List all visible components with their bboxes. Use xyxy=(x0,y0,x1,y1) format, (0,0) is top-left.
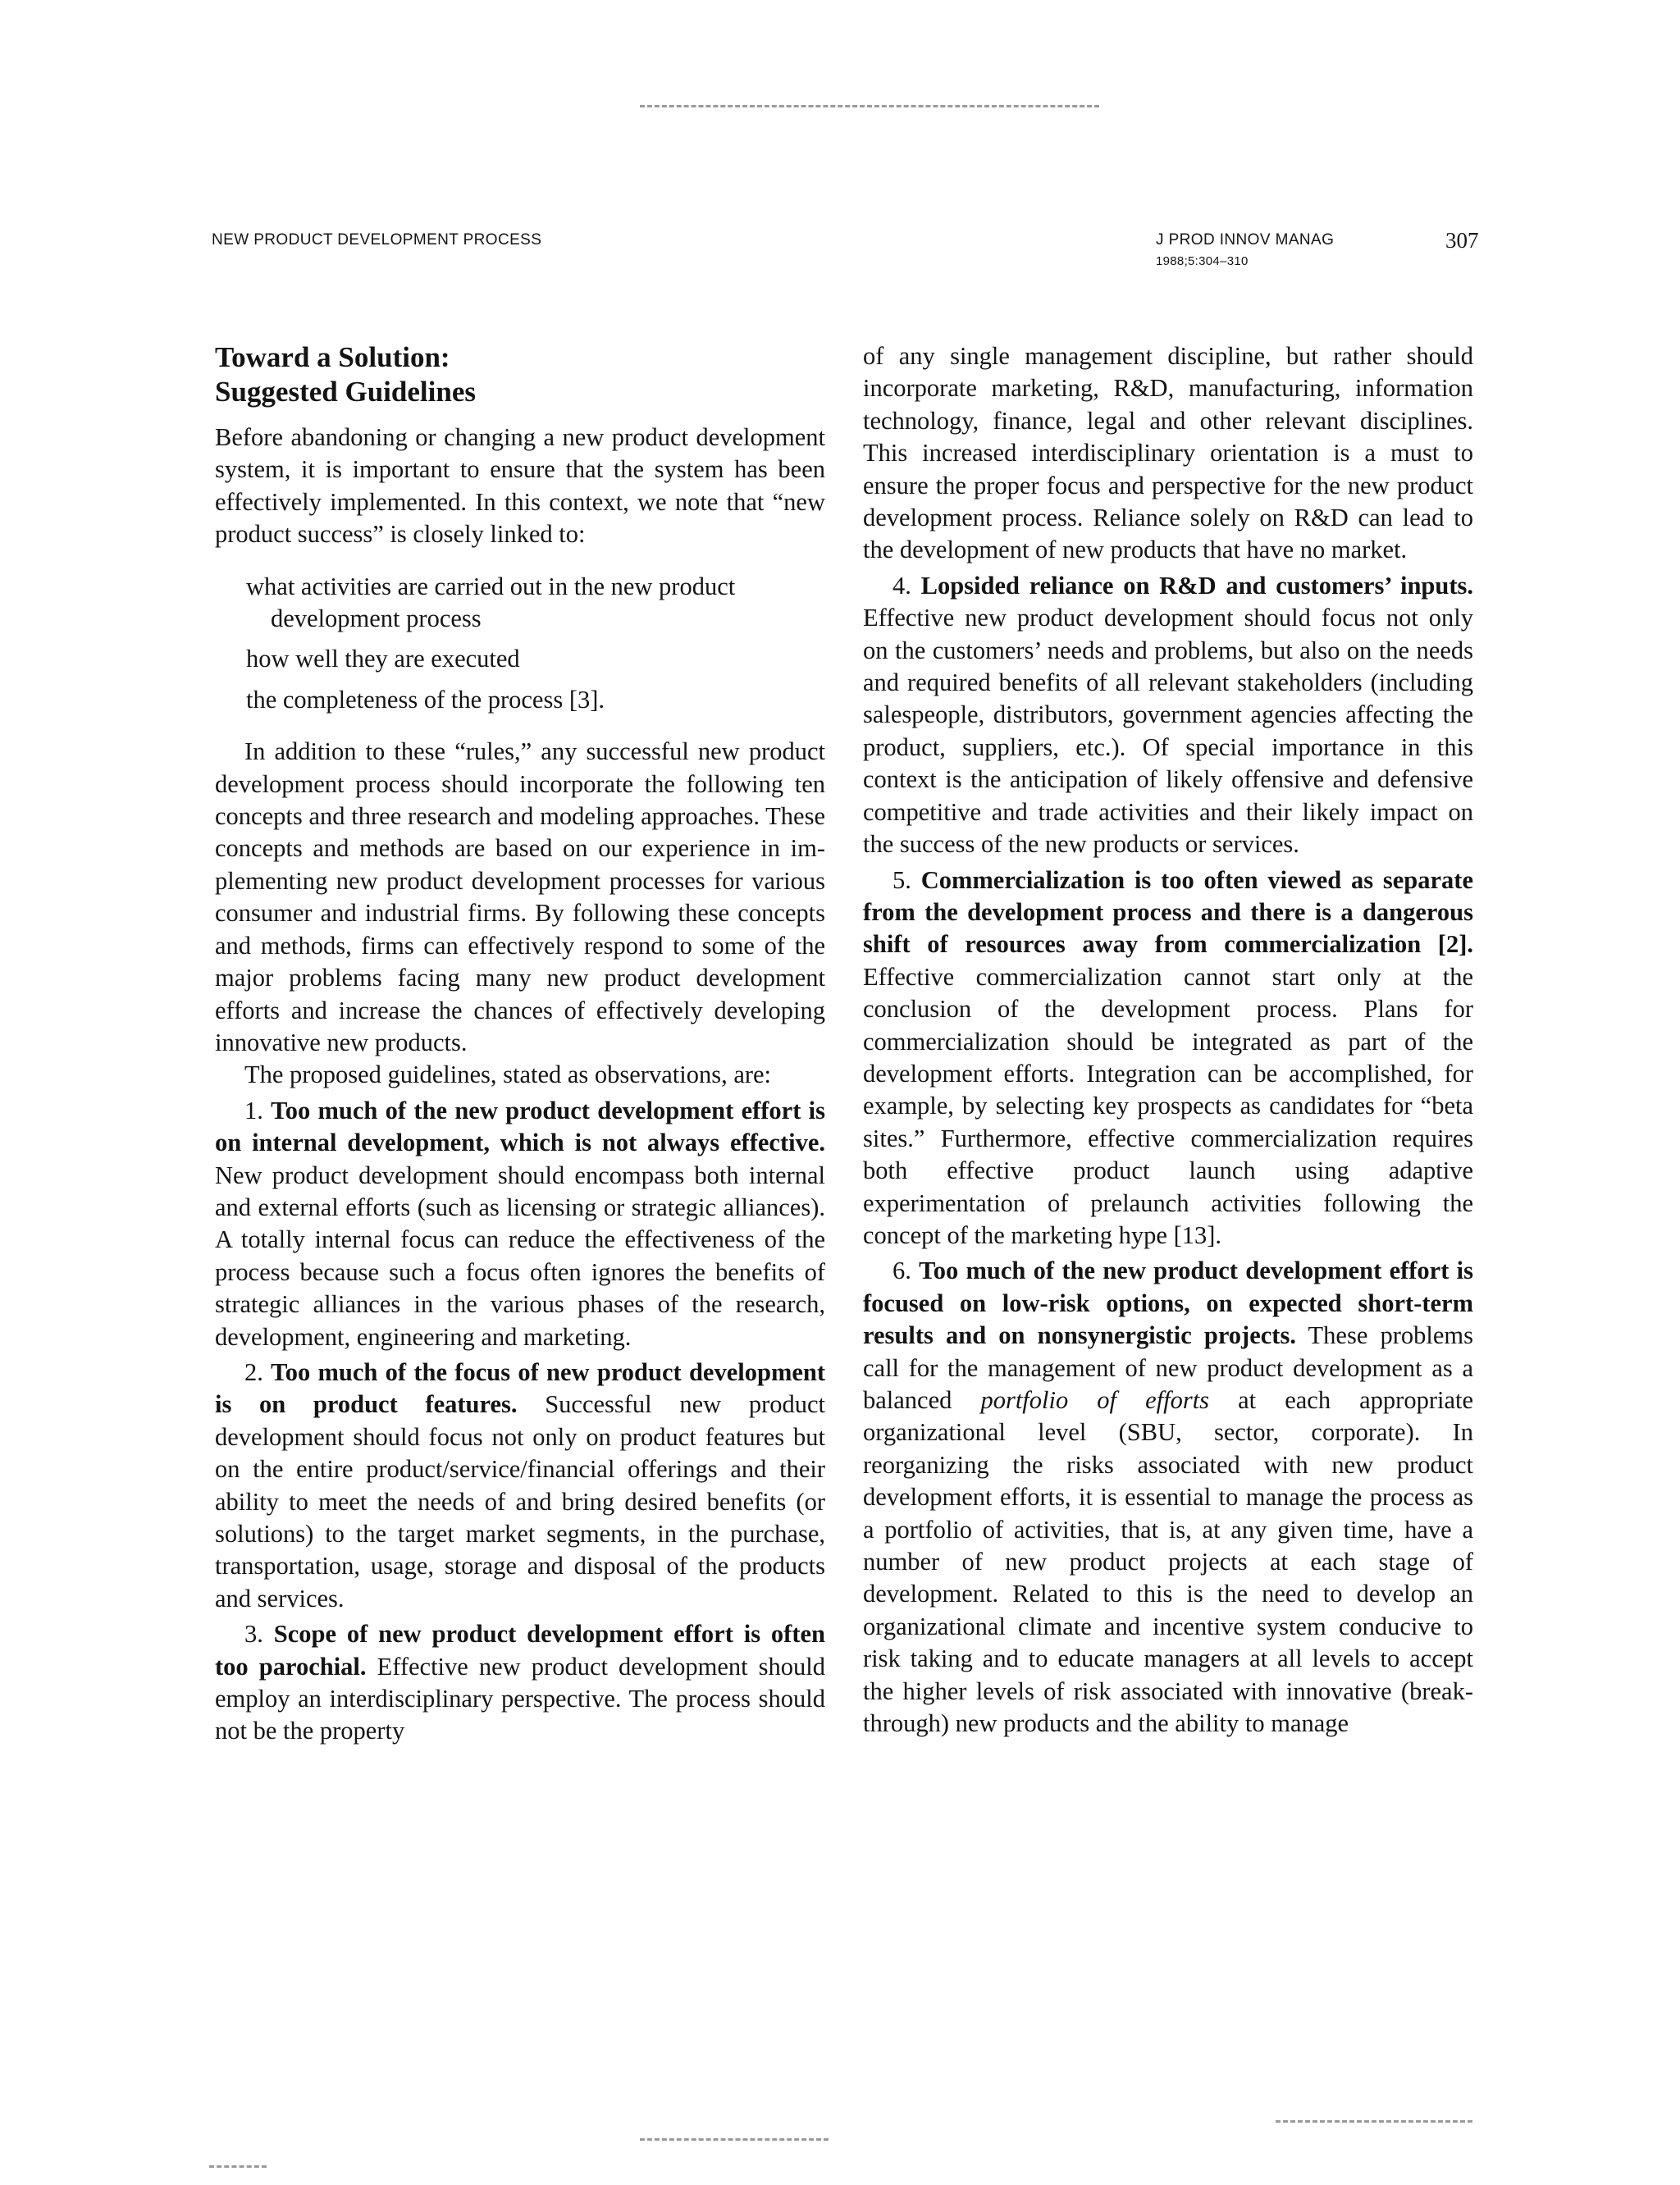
observation-heading: Scope of new product development effort is often too parochial. xyxy=(215,1620,825,1681)
rule-item: what activities are carried out in the new product development process xyxy=(246,572,736,633)
rule-item: the completeness of the process [3]. xyxy=(246,685,605,714)
section-heading-line-2: Suggested Guidelines xyxy=(215,376,476,408)
continued-paragraph: of any single management discipline, but rather should incorporate marketing, R&D, manufacturing, information technology, finance, legal and other relevant disciplines. This increased interdisciplinary orientation is a must to ensure the proper focus and perspective for the new product development process. Reliance solely on R&D can lead to the development of new products that have no market. xyxy=(863,342,1473,564)
rules-list xyxy=(215,571,825,717)
running-head-title: NEW PRODUCT DEVELOPMENT PROCESS xyxy=(212,231,542,249)
observation-text: Successful new product development should focus not only on product features but on the entire product/service/financial offerings and their ability to meet the needs of and bring desired benefits (or solutions) to the target market segments, in the purchase, transportation, usage, storage and disposal of the products and services. xyxy=(215,1390,825,1613)
left-column xyxy=(215,340,825,2022)
scan-artifact-bottom-center xyxy=(640,2138,829,2141)
running-head-journal: J PROD INNOV MANAG xyxy=(1156,231,1335,249)
body-paragraph: The proposed guidelines, stated as observations, are: xyxy=(244,1061,772,1089)
observation-number: 4. xyxy=(892,571,911,600)
observation-text: New product development should encompass both internal and external efforts (such as licensing or strategic alliances). A totally internal focus can reduce the effectiveness of the process because such a focus often ignores the benefits of strategic alliances in the various phases of the research, development, engineering and marketing. xyxy=(215,1161,825,1351)
observation-heading: Commercialization is too often viewed as separate from the development process and there is a dangerous shift of resources away from commercialization [2]. xyxy=(863,865,1473,959)
scan-artifact-top xyxy=(640,105,1099,107)
observation-heading: Too much of the new product development effort is focused on low-risk options, on expected short-term results and on nonsynergistic projects. xyxy=(863,1257,1473,1350)
observation-2 xyxy=(215,1357,825,1615)
observation-text: Effective new product development should employ an interdisciplinary perspective. The process should not be the property xyxy=(215,1652,825,1745)
observation-3 xyxy=(215,1618,825,1748)
page-number: 307 xyxy=(1445,228,1479,253)
observation-heading: Too much of the new product development effort is on internal development, which is not always effective. xyxy=(215,1096,825,1157)
section-heading xyxy=(215,340,825,409)
intro-paragraph: Before abandoning or changing a new product development system, it is important to ensure that the system has been effectively implemented. In this context, we note that “new product success” is closely linked to: xyxy=(215,423,825,549)
observation-1 xyxy=(215,1095,825,1353)
observation-6 xyxy=(863,1255,1473,1740)
rule-item: how well they are executed xyxy=(246,645,520,673)
observation-number: 2. xyxy=(244,1357,263,1386)
scan-artifact-bottom-left xyxy=(209,2165,267,2168)
observation-text: at each appropriate organizational level (SBU, sector, corporate). In reorganizing the risks associated with new product development efforts, it is essential to manage the process as a portfolio of activities, that is, at any given time, have a number of new product projects at each stage of development. Related to this is the need to develop an organizational climate and incentive system conducive to risk taking and to educate managers at all levels to accept the higher levels of risk associated with innovative (breakthrough) new products and the ability to manage xyxy=(863,1386,1473,1738)
right-column xyxy=(863,340,1473,2022)
observation-text: Effective new product development should focus not only on the customers’ needs and problems, but also on the needs and required benefits of all relevant stakeholders (including salespeople, distributors, government agencies affecting the product, suppliers, etc.). Of special importance in this context is the anticipation of likely offensive and defensive competitive and trade activities and their likely impact on the success of the new products or services. xyxy=(863,604,1473,859)
body-paragraph: In addition to these “rules,” any successful new product development process should incorporate the following ten concepts and three research and modeling approaches. These concepts and methods are based on our experience in implementing new product development processes for various consumer and industrial firms. By following these concepts and methods, firms can effectively respond to some of the major problems facing many new product development efforts and increase the chances of effectively developing innovative new products. xyxy=(215,737,825,1056)
scan-artifact-bottom-right xyxy=(1276,2120,1472,2123)
observation-number: 3. xyxy=(244,1620,263,1649)
running-head xyxy=(212,228,1479,289)
observation-number: 1. xyxy=(244,1096,263,1124)
observation-emphasis: portfolio of efforts xyxy=(980,1386,1210,1414)
observation-5 xyxy=(863,864,1473,1252)
observation-number: 5. xyxy=(892,865,911,894)
observation-text: These problems call for the management of new product development as a balanced xyxy=(863,1321,1473,1414)
observation-number: 6. xyxy=(892,1257,911,1285)
section-heading-line-1: Toward a Solution: xyxy=(215,341,450,373)
observation-4 xyxy=(863,570,1473,861)
observation-text: Effective commercialization cannot start only at the conclusion of the development process. Plans for commercialization should be integrated as part of the development efforts. Integration can be accomplished, for example, by selecting key prospects as candidates for “beta sites.” Furthermore, effective commercialization requires both effective product launch using adaptive experimentation of prelaunch activities following the concept of the marketing hype [13]. xyxy=(863,962,1473,1249)
running-head-citation: 1988;5:304–310 xyxy=(1156,254,1249,268)
observation-heading: Too much of the focus of new product development is on product features. xyxy=(215,1357,825,1419)
observation-heading: Lopsided reliance on R&D and customers’ inputs. xyxy=(920,571,1473,600)
